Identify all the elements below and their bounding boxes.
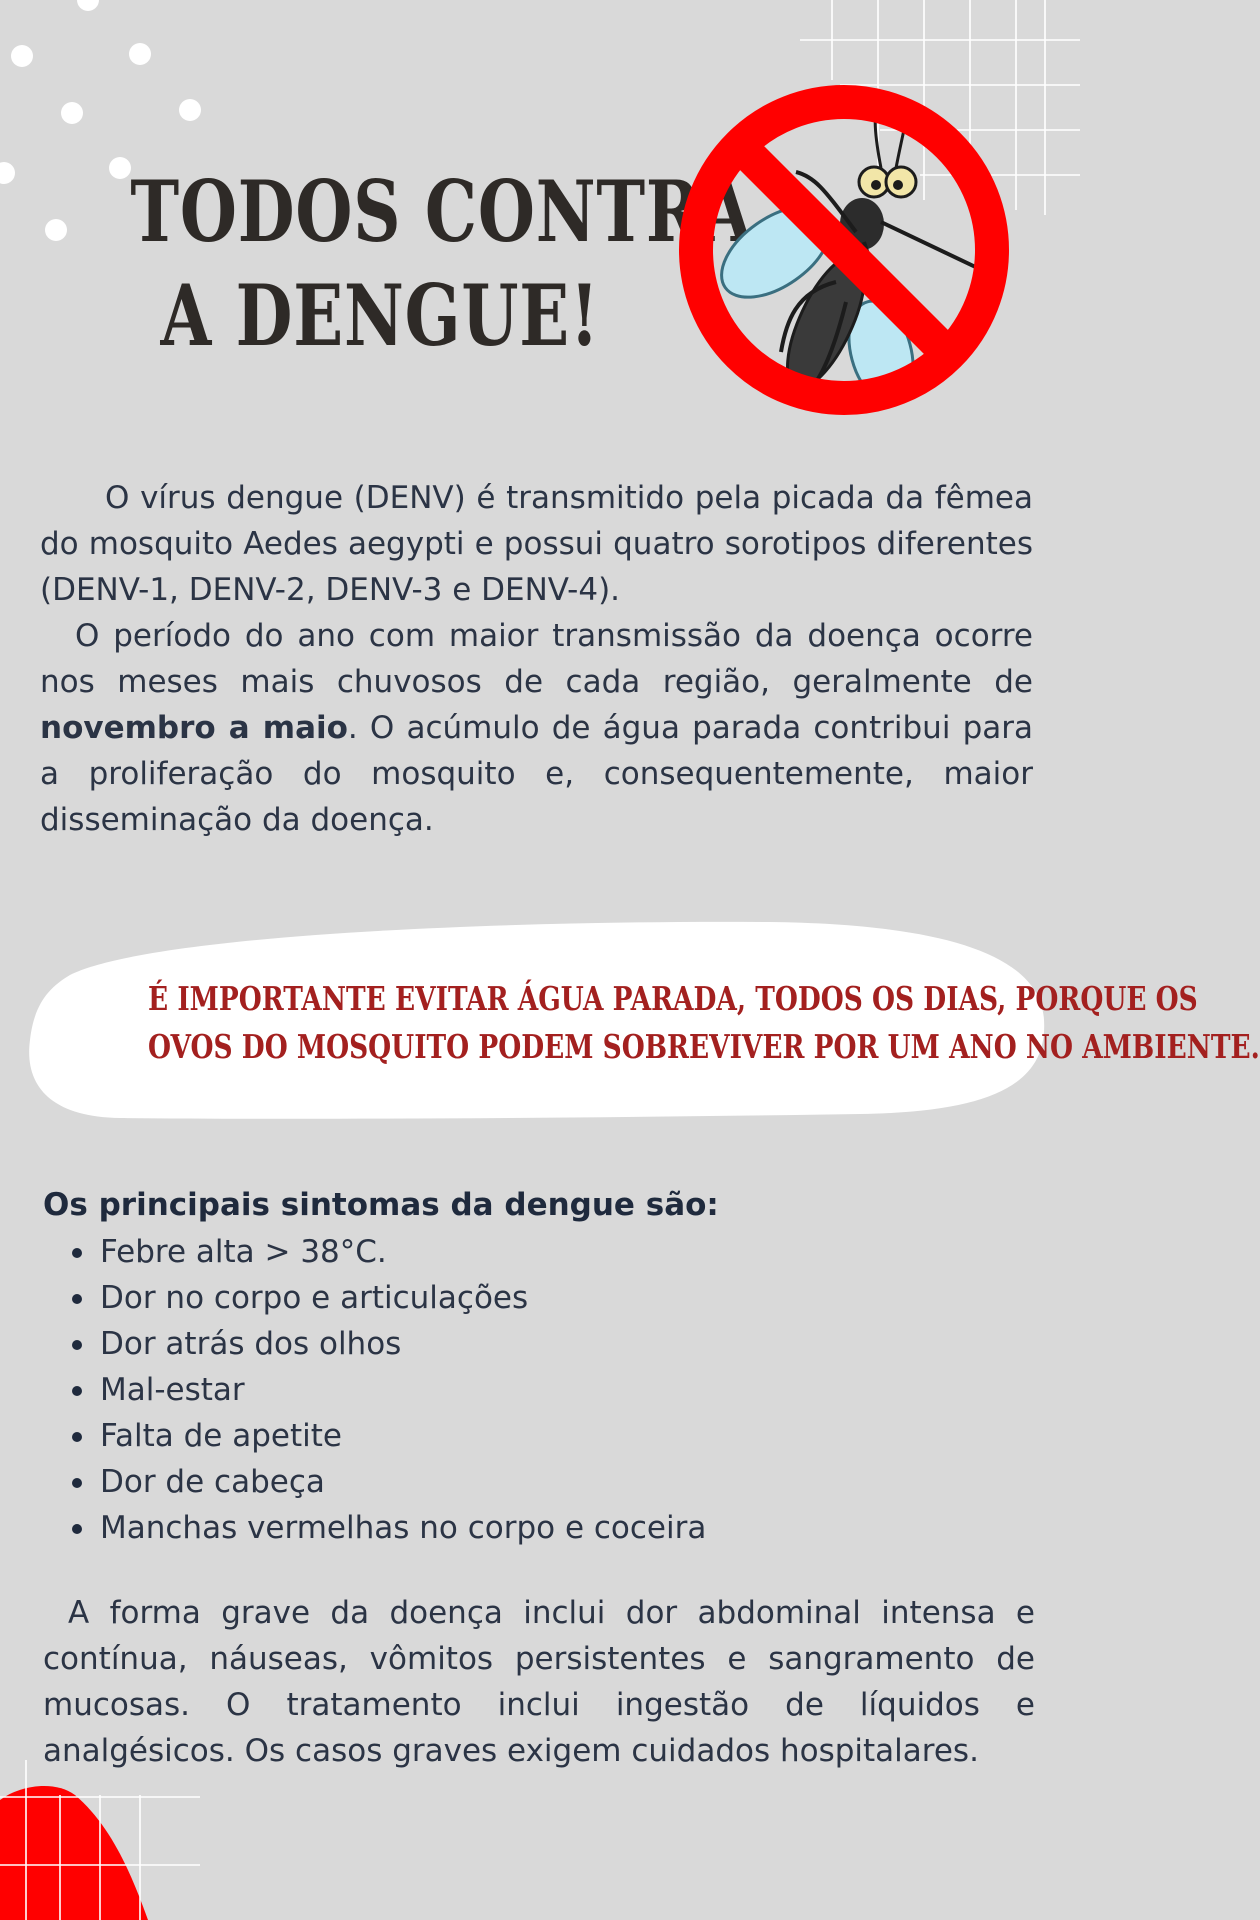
title-line-2: A DENGUE! [160,266,600,365]
callout-line-2: OVOS DO MOSQUITO PODEM SOBREVIVER POR UM ANO NO AMBIENTE. [148,1027,1260,1066]
symptoms-list [60,1229,706,1551]
callout-text [50,975,1260,1071]
outro-text: A forma grave da doença inclui dor abdominal intensa e contínua, náuseas, vômitos persistentes e sangramento de mucosas. O tratamento inclui ingestão de líquidos e analgésicos. Os casos graves exigem cuidados hospitalares. [43,1595,1035,1769]
symptom-item: Dor de cabeça [60,1459,706,1505]
intro-text [40,475,1033,843]
intro-p2-end: . O acúmulo de água parada contribui para a proliferação do mosquito e, consequentemente, maior disseminação da doença. [40,710,1034,838]
red-blob-decoration [0,1786,148,1920]
callout-line-1: É IMPORTANTE EVITAR ÁGUA PARADA, TODOS OS DIAS, PORQUE OS [148,979,1198,1018]
intro-p2-start: O período do ano com maior transmissão da doença ocorre nos meses mais chuvosos de cada região, geralmente de [40,618,1033,700]
symptom-item: Falta de apetite [60,1413,706,1459]
no-mosquito-icon [676,82,1012,418]
symptoms-title: Os principais sintomas da dengue são: [43,1187,719,1223]
symptom-item: Dor no corpo e articulações [60,1275,706,1321]
symptom-item: Dor atrás dos olhos [60,1321,706,1367]
symptom-item: Mal-estar [60,1367,706,1413]
intro-paragraph-2 [40,613,1033,843]
title-line-1: TODOS CONTRA [130,162,753,261]
symptom-item: Febre alta > 38°C. [60,1229,706,1275]
intro-paragraph-1: O vírus dengue (DENV) é transmitido pela picada da fêmea do mosquito Aedes aegypti e possui quatro sorotipos diferentes (DENV-1, DENV-2, DENV-3 e DENV-4). [40,480,1033,608]
page-title [130,160,753,368]
outro-paragraph [43,1590,1035,1774]
symptom-item: Manchas vermelhas no corpo e coceira [60,1505,706,1551]
intro-p2-highlight: novembro a maio [40,710,348,746]
